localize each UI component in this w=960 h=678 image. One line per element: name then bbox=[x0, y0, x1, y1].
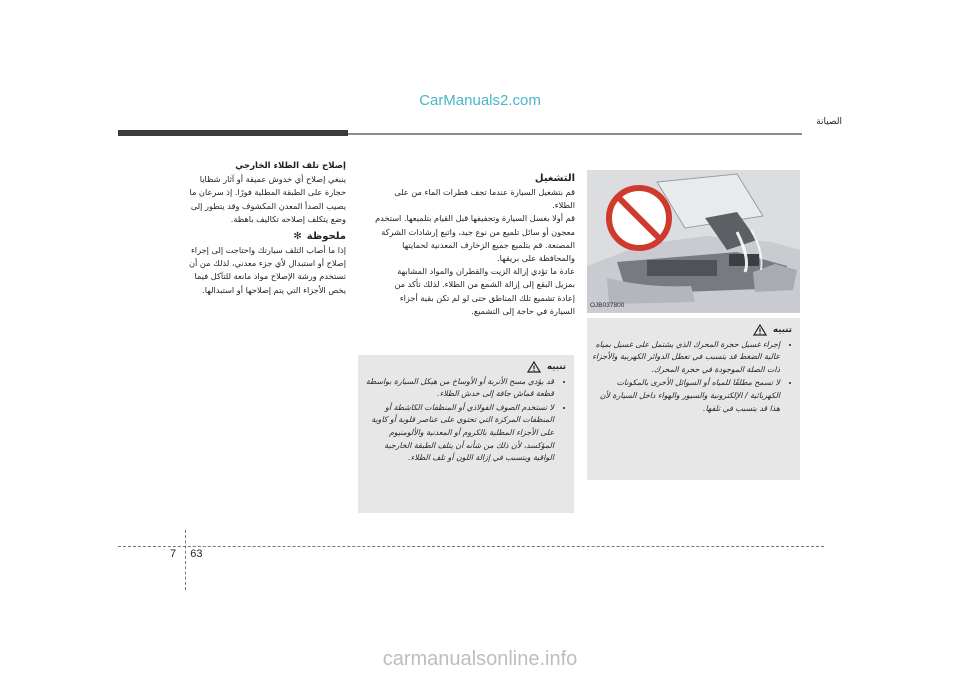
section-title: إصلاح تلف الطلاء الخارجي bbox=[235, 161, 346, 171]
caution-list bbox=[362, 376, 566, 465]
caution-header bbox=[591, 324, 792, 337]
section-number: 7 bbox=[170, 548, 177, 560]
caution-item: • قد يؤدي مسح الأتربة أو الأوساخ من هيكل السيارة بواسطة قطعة قماش جافة إلى خدش الطلاء. bbox=[362, 376, 554, 401]
paragraph: قم بتشغيل السيارة عندما تجف قطرات الماء من على الطلاء. bbox=[394, 187, 575, 211]
page-number bbox=[170, 548, 203, 560]
note-symbol: ✻ bbox=[293, 231, 302, 243]
caution-item: • إجراء غسيل حجرة المحرك الذي يشتمل على غسيل بمياه عالية الضغط قد يتسبب في تعطل الدوائر الكهربية والأجزاء ذات الصلة الموجودة في حجرة المحرك. bbox=[591, 339, 780, 377]
page-number-value: 63 bbox=[190, 548, 203, 560]
warning-icon bbox=[527, 361, 541, 373]
footer-rule bbox=[118, 546, 824, 547]
caution-label: تنبيه bbox=[773, 325, 792, 335]
section-title: التشغيل bbox=[534, 173, 575, 184]
caution-label: تنبيه bbox=[547, 362, 566, 372]
note-title: ملحوظة bbox=[306, 231, 346, 243]
caution-box-left bbox=[358, 355, 574, 513]
header-bar bbox=[118, 130, 348, 136]
paragraph: عادة ما تؤدي إزالة الزيت والقطران والمواد المشابهة بمزيل البقع إلى إزالة الشمع من الطلاء. لذلك تأكد من إعادة تشميع تلك المناطق حتى لو لم تكن بقية أجزاء السيارة في حاجة إلى التشميع. bbox=[394, 266, 575, 316]
footer-divider bbox=[185, 530, 186, 590]
page-header-title: الصيانة bbox=[816, 117, 842, 127]
warning-icon bbox=[753, 324, 767, 336]
caution-item: • لا تستخدم الصوف الفولاذي أو المنظفات الكاشطة أو المنظفات المركزة التي تحتوي على عناصر قلوية أو كاوية على الأجزاء المطلية بالكروم أو المعدنية والألومنيوم المؤكسد، لأن ذلك من شأنه أن يتلف الطبقة الخارجية الواقية ويتسبب في إزالة اللون أو تلف الطلاء. bbox=[362, 402, 554, 465]
note-text: إذا ما أصاب التلف سيارتك واحتاجت إلى إجراء إصلاح أو استبدال لأي جزء معدني، لذلك من أن تستخدم ورشة الإصلاح مواد مانعة للتآكل فيما يخص الأجزاء التي يتم إصلاحها أو استبدالها. bbox=[188, 245, 346, 295]
section-polishing bbox=[375, 172, 575, 318]
watermark-bottom: carmanualsonline.info bbox=[382, 648, 578, 670]
paragraph: ينبغي إصلاح أي خدوش عميقة أو آثار شظايا حجارة على الطبقة المطلية فورًا. إذ سرعان ما يصيب الصدأ المعدن المكشوف وقد يتطور إلى وضع يتكلف إصلاحه تكاليف باهظة. bbox=[189, 174, 346, 224]
section-paint-repair bbox=[178, 160, 346, 297]
caution-box-right bbox=[587, 318, 800, 480]
paragraph: قم أولا بغسل السيارة وتجفيفها قبل القيام بتلميعها. استخدم معجون أو سائل تلميع من نوع جيد، واتبع إرشادات الشركة المصنعة. قم بتلميع جميع الزخارف المعدنية لحمايتها والمحافظة على بريقها. bbox=[375, 213, 575, 264]
caution-item: • لا تسمح مطلقًا للمياه أو السوائل الأخرى بالمكونات الكهربائية / الإلكترونية والسيور والهواء داخل السيارة لأن هذا قد يتسبب في تلفها. bbox=[591, 377, 780, 415]
header-rule bbox=[348, 133, 802, 135]
car-engine-illustration bbox=[587, 170, 800, 313]
note-header bbox=[178, 230, 346, 244]
caution-header bbox=[362, 361, 566, 374]
photo-caption: OJB037800 bbox=[590, 302, 625, 309]
watermark-top: CarManuals2.com bbox=[419, 92, 541, 109]
engine-wash-photo bbox=[587, 170, 800, 313]
caution-list bbox=[591, 339, 792, 416]
